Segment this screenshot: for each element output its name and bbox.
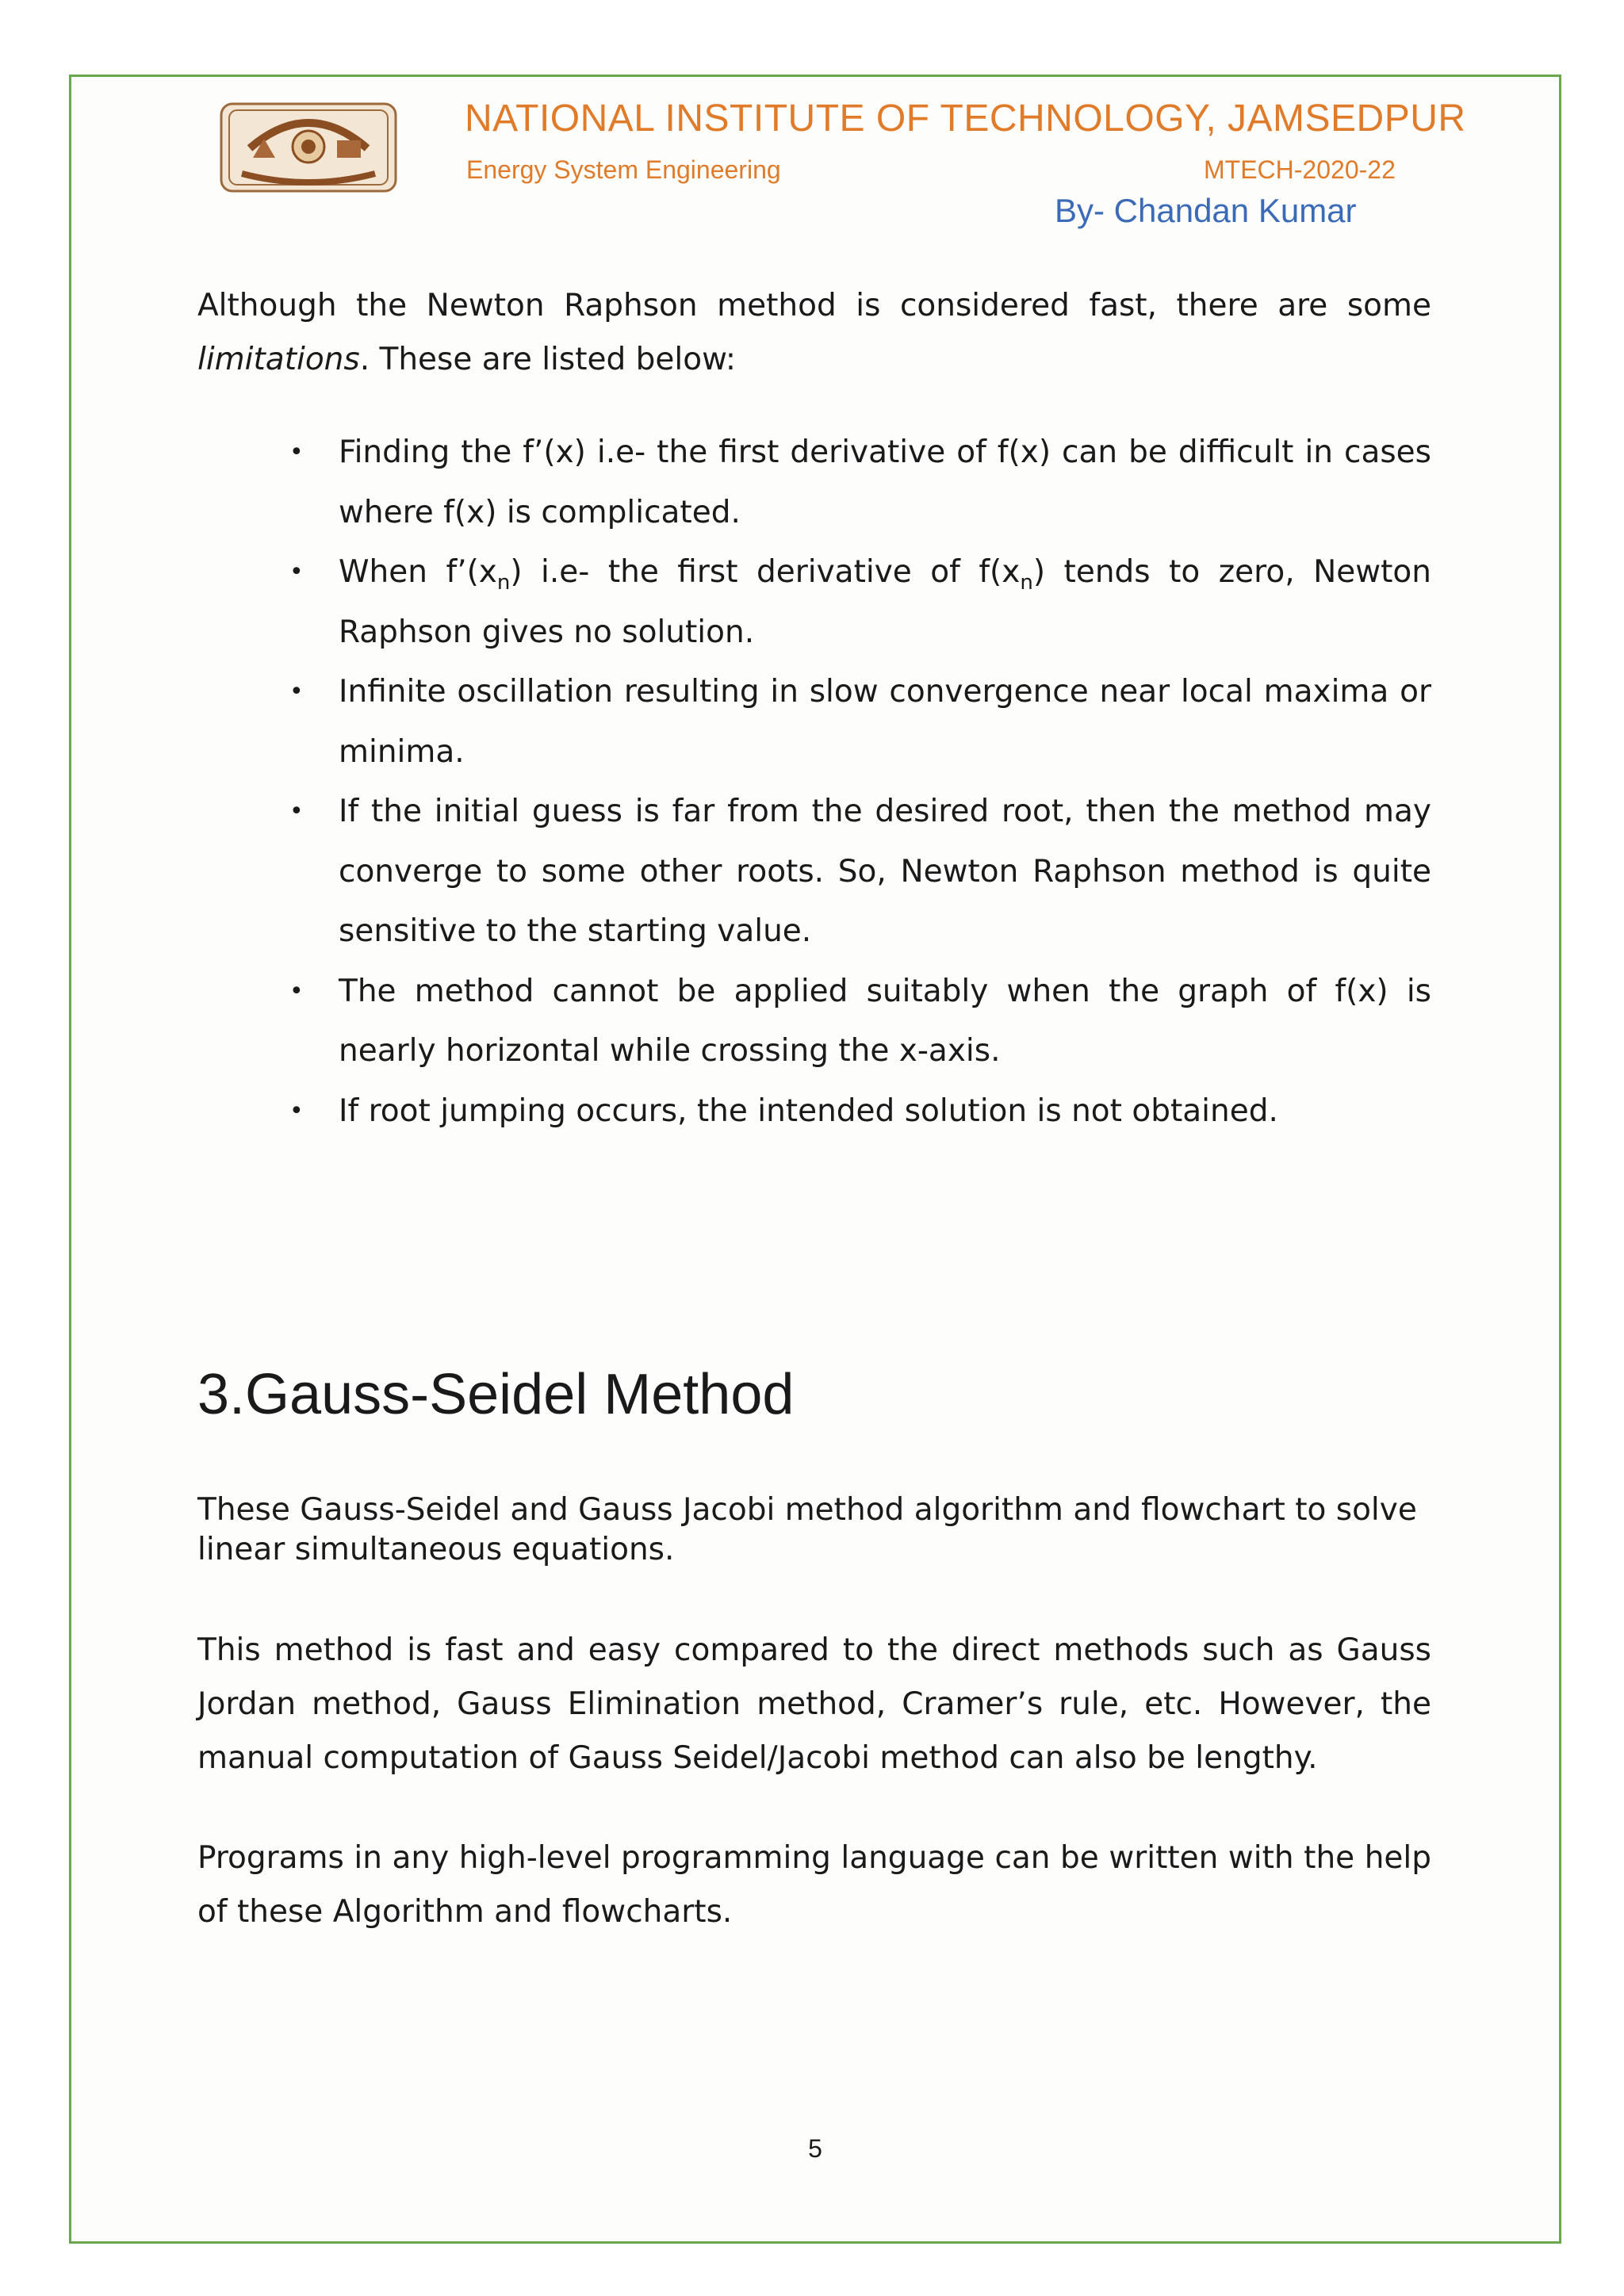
list-item-text	[339, 554, 1431, 650]
page-number: 5	[808, 2134, 822, 2163]
list-item-text: Finding the f’(x) i.e- the first derivative of f(x) can be difficult in cases where f(x) is complicated.	[339, 434, 1431, 530]
intro-emphasis: limitations	[197, 342, 360, 377]
list-item	[197, 962, 1431, 1081]
bullet-icon: •	[289, 1096, 304, 1125]
department-name: Energy System Engineering	[466, 155, 781, 184]
intro-text-after: . These are listed below:	[359, 342, 737, 377]
list-item	[197, 1081, 1431, 1142]
list-item	[197, 662, 1431, 782]
intro-text-before: Although the Newton Raphson method is considered fast, there are some	[197, 288, 1431, 323]
intro-paragraph	[197, 279, 1431, 387]
bullet-icon: •	[289, 678, 304, 706]
subscript: n	[1020, 570, 1033, 595]
list-item	[197, 542, 1431, 662]
batch-label: MTECH-2020-22	[1204, 155, 1396, 184]
list-item-text: Infinite oscillation resulting in slow convergence near local maxima or minima.	[339, 674, 1431, 770]
section-heading: 3.Gauss-Seidel Method	[197, 1363, 795, 1426]
list-item-text: If the initial guess is far from the desired root, then the method may converge to some other roots. So, Newton Raphson method is quite sensitive to the starting value.	[339, 794, 1431, 949]
section-paragraph-1: These Gauss-Seidel and Gauss Jacobi method algorithm and flowchart to solve linear simultaneous equations.	[197, 1492, 1417, 1567]
list-item-text: The method cannot be applied suitably when the graph of f(x) is nearly horizontal while crossing the x-axis.	[339, 973, 1431, 1069]
bullet-icon: •	[289, 438, 304, 466]
bullet-icon: •	[289, 977, 304, 1005]
bullet-icon: •	[289, 558, 304, 586]
text-fragment: ) i.e- the first derivative of f(x	[510, 554, 1021, 590]
author-name: By- Chandan Kumar	[1055, 192, 1357, 229]
section-paragraph-3: Programs in any high-level programming language can be written with the help of these Algorithm and flowcharts.	[197, 1840, 1431, 1930]
institute-emblem-icon	[218, 101, 399, 194]
text-fragment: ) tends to zero, Newton Raphson gives no solution.	[339, 554, 1432, 650]
section-paragraph-2: This method is fast and easy compared to the direct methods such as Gauss Jordan method, Gauss Elimination method, Cramer’s rule, etc. However, the manual computation of Gauss Seidel/Jacobi method can also be lengthy.	[197, 1632, 1431, 1776]
list-item-text: If root jumping occurs, the intended solution is not obtained.	[339, 1093, 1278, 1129]
text-fragment: When f’(x	[339, 554, 497, 590]
limitations-list	[197, 423, 1431, 1141]
bullet-icon: •	[289, 798, 304, 825]
subscript: n	[496, 570, 511, 595]
list-item	[197, 782, 1431, 962]
list-item	[197, 423, 1431, 542]
institute-title: NATIONAL INSTITUTE OF TECHNOLOGY, JAMSEDPUR	[465, 98, 1466, 140]
